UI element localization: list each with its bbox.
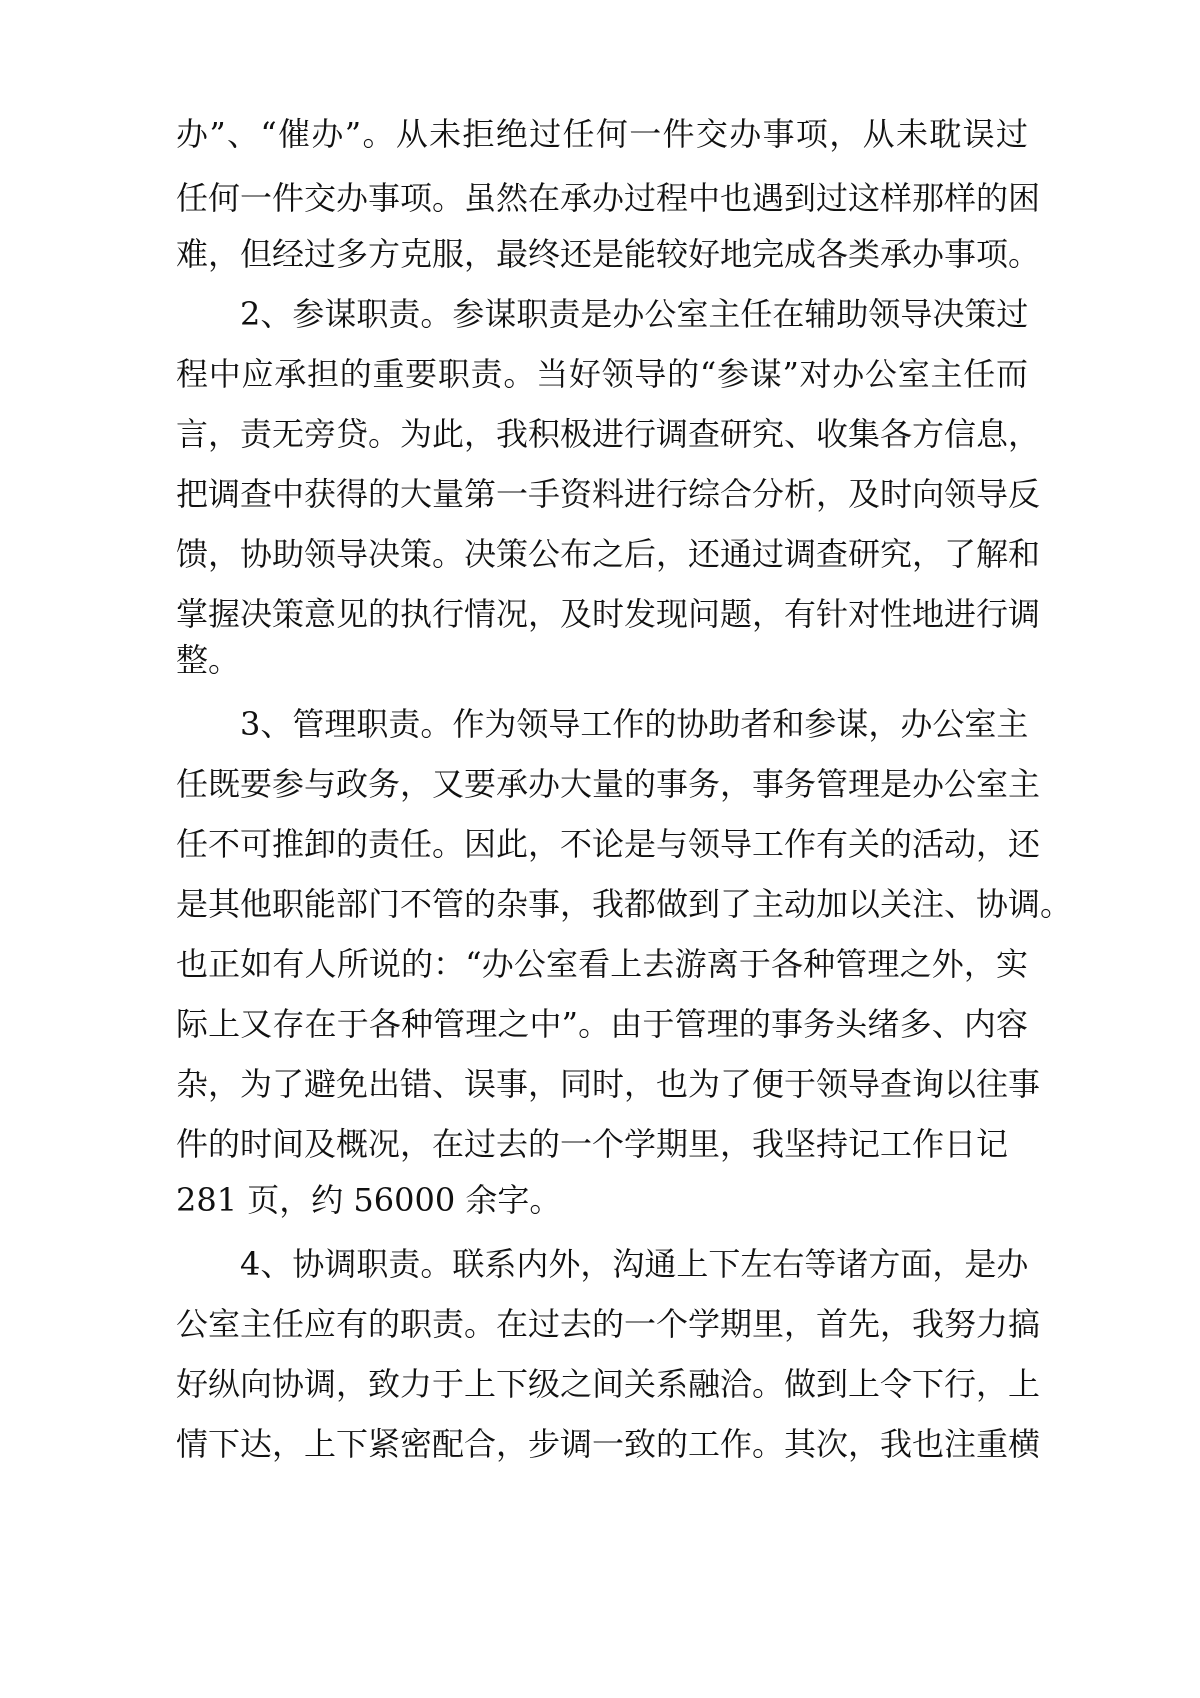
text-line: 难，但经过多方克服，最终还是能较好地完成各类承办事项。 bbox=[176, 235, 1041, 273]
text-line: 际上又存在于各种管理之中”。由于管理的事务头绪多、内容 bbox=[176, 1005, 1028, 1043]
text-line: 情下达，上下紧密配合，步调一致的工作。其次，我也注重横 bbox=[176, 1425, 1041, 1463]
text-line: 任何一件交办事项。虽然在承办过程中也遇到过这样那样的困 bbox=[176, 179, 1041, 217]
text-line: 4、协调职责。联系内外，沟通上下左右等诸方面，是办 bbox=[240, 1245, 1029, 1283]
text-line: 2、参谋职责。参谋职责是办公室主任在辅助领导决策过 bbox=[240, 295, 1029, 333]
text-line: 馈，协助领导决策。决策公布之后，还通过调查研究，了解和 bbox=[176, 535, 1041, 573]
text-line: 任既要参与政务，又要承办大量的事务，事务管理是办公室主 bbox=[176, 765, 1041, 803]
text-line: 281 页，约 56000 余字。 bbox=[176, 1181, 562, 1219]
text-line: 公室主任应有的职责。在过去的一个学期里，首先，我努力搞 bbox=[176, 1305, 1041, 1343]
text-line: 办”、“催办”。从未拒绝过任何一件交办事项，从未耽误过 bbox=[176, 115, 1028, 153]
text-line: 整。 bbox=[176, 641, 241, 679]
text-line: 把调查中获得的大量第一手资料进行综合分析，及时向领导反 bbox=[176, 475, 1041, 513]
text-line: 任不可推卸的责任。因此，不论是与领导工作有关的活动，还 bbox=[176, 825, 1041, 863]
text-line: 掌握决策意见的执行情况，及时发现问题，有针对性地进行调 bbox=[176, 595, 1041, 633]
text-line: 是其他职能部门不管的杂事，我都做到了主动加以关注、协调。 bbox=[176, 885, 1073, 923]
text-line: 也正如有人所说的：“办公室看上去游离于各种管理之外，实 bbox=[176, 945, 1028, 983]
text-line: 程中应承担的重要职责。当好领导的“参谋”对办公室主任而 bbox=[176, 355, 1028, 393]
text-line: 件的时间及概况，在过去的一个学期里，我坚持记工作日记 bbox=[176, 1125, 1009, 1163]
text-line: 好纵向协调，致力于上下级之间关系融洽。做到上令下行，上 bbox=[176, 1365, 1041, 1403]
text-line: 杂，为了避免出错、误事，同时，也为了便于领导查询以往事 bbox=[176, 1065, 1041, 1103]
text-line: 3、管理职责。作为领导工作的协助者和参谋，办公室主 bbox=[240, 705, 1029, 743]
text-line: 言，责无旁贷。为此，我积极进行调查研究、收集各方信息， bbox=[176, 415, 1041, 453]
